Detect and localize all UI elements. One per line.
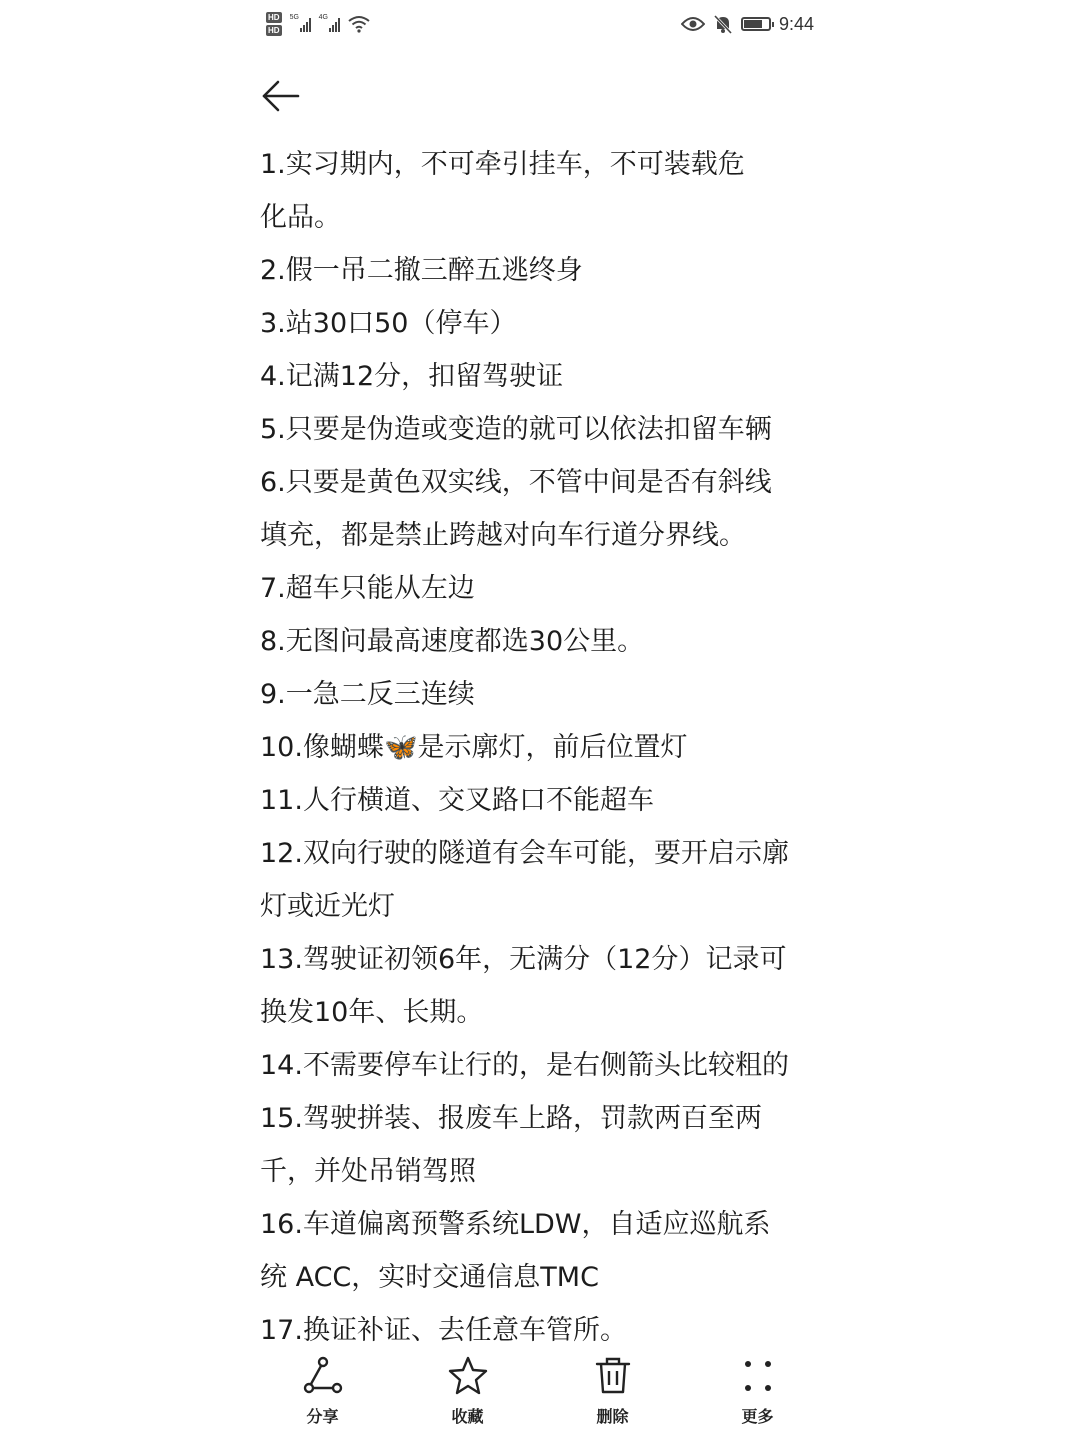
signal-4g-label: 4G xyxy=(318,14,328,21)
note-content xyxy=(260,138,830,1357)
note-line: 千，并处吊销驾照 xyxy=(260,1156,476,1187)
hd-badge-2: HD xyxy=(268,26,280,35)
favorite-button[interactable] xyxy=(408,1348,528,1438)
note-line: 10.像蝴蝶🦋是示廓灯，前后位置灯 xyxy=(260,732,688,763)
note-line: 统 ACC，实时交通信息TMC xyxy=(260,1262,599,1293)
bottom-toolbar xyxy=(250,1348,830,1438)
signal-5g-label: 5G xyxy=(289,14,299,21)
note-line: 4.记满12分，扣留驾驶证 xyxy=(260,361,564,392)
note-line: 16.车道偏离预警系统LDW，自适应巡航系 xyxy=(260,1209,771,1240)
hd-badge-1: HD xyxy=(268,13,280,22)
note-line: 14.不需要停车让行的，是右侧箭头比较粗的 xyxy=(260,1050,789,1081)
note-line: 换发10年、长期。 xyxy=(260,997,484,1028)
note-line: 7.超车只能从左边 xyxy=(260,573,475,604)
signal-4g-icon xyxy=(319,16,340,32)
battery-icon xyxy=(741,17,771,31)
arrow-left-icon xyxy=(258,74,302,118)
favorite-label: 收藏 xyxy=(451,1407,484,1426)
delete-button[interactable] xyxy=(553,1348,673,1438)
note-line: 2.假一吊二撤三醉五逃终身 xyxy=(260,255,583,286)
phone-screen xyxy=(250,0,830,1439)
note-line: 11.人行横道、交叉路口不能超车 xyxy=(260,785,654,816)
note-line: 1.实习期内，不可牵引挂车，不可装载危 xyxy=(260,149,745,180)
note-line: 12.双向行驶的隧道有会车可能，要开启示廓 xyxy=(260,838,789,869)
hd-indicators xyxy=(266,12,282,36)
note-line: 15.驾驶拼装、报废车上路，罚款两百至两 xyxy=(260,1103,762,1134)
share-label: 分享 xyxy=(306,1407,339,1426)
share-button[interactable] xyxy=(263,1348,383,1438)
status-time: 9:44 xyxy=(778,13,814,34)
more-label: 更多 xyxy=(741,1407,774,1426)
eye-icon xyxy=(681,16,705,32)
note-line: 8.无图问最高速度都选30公里。 xyxy=(260,626,645,657)
note-line: 6.只要是黄色双实线，不管中间是否有斜线 xyxy=(260,467,772,498)
star-icon xyxy=(446,1354,490,1398)
back-button[interactable] xyxy=(258,74,302,118)
note-line: 17.换证补证、去任意车管所。 xyxy=(260,1315,627,1346)
status-bar xyxy=(266,6,814,42)
status-right xyxy=(681,14,814,35)
more-dots-icon xyxy=(736,1354,780,1398)
delete-label: 删除 xyxy=(596,1407,629,1426)
mute-bell-icon xyxy=(713,14,733,34)
note-line: 填充，都是禁止跨越对向车行道分界线。 xyxy=(260,520,746,551)
note-line: 9.一急二反三连续 xyxy=(260,679,475,710)
trash-icon xyxy=(591,1354,635,1398)
note-line: 13.驾驶证初领6年，无满分（12分）记录可 xyxy=(260,944,787,975)
more-button[interactable] xyxy=(698,1348,818,1438)
note-line: 3.站30口50（停车） xyxy=(260,308,517,339)
note-line: 5.只要是伪造或变造的就可以依法扣留车辆 xyxy=(260,414,772,445)
share-icon xyxy=(301,1354,345,1398)
status-left xyxy=(266,12,370,36)
note-line: 灯或近光灯 xyxy=(260,891,395,922)
note-line: 化品。 xyxy=(260,202,341,233)
wifi-icon xyxy=(348,15,370,33)
signal-5g-icon xyxy=(290,16,311,32)
